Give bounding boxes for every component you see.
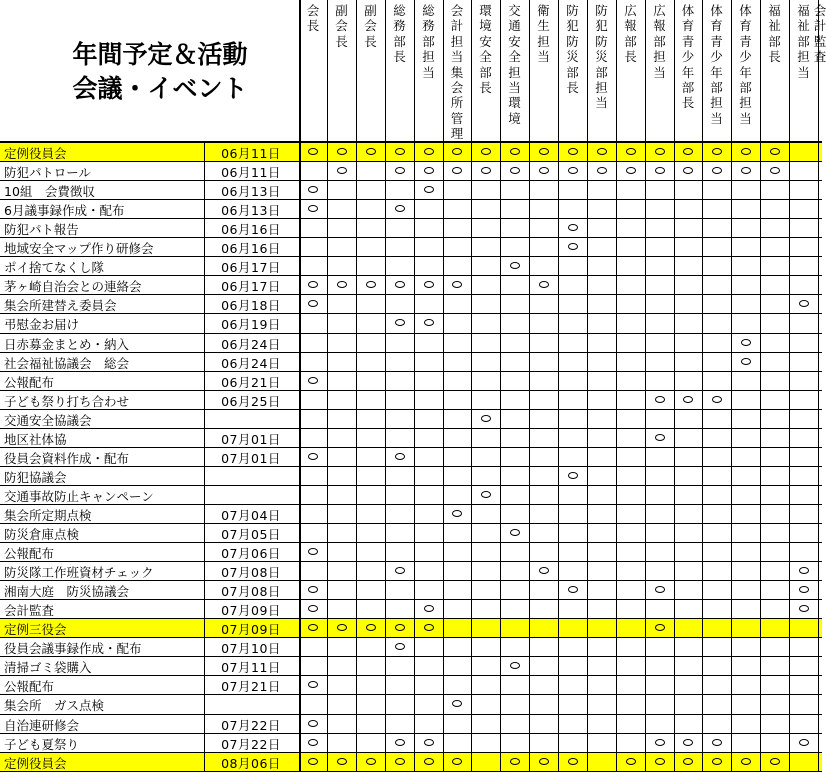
participation-mark	[510, 758, 520, 765]
participation-mark	[395, 643, 405, 650]
event-name: 定例役員会	[4, 755, 67, 771]
grid-vline	[529, 0, 530, 771]
participation-mark	[424, 739, 434, 746]
participation-mark	[308, 148, 318, 155]
participation-mark	[452, 700, 462, 707]
event-name: 公報配布	[4, 374, 55, 390]
grid-hline	[0, 637, 822, 638]
participation-mark	[308, 548, 318, 555]
participation-mark	[655, 624, 665, 631]
participation-mark	[568, 224, 578, 231]
event-date: 07月09日	[221, 622, 281, 638]
participation-mark	[308, 453, 318, 460]
grid-hline	[0, 161, 822, 162]
grid-vline	[702, 0, 703, 771]
event-date: 07月08日	[221, 565, 281, 581]
participation-mark	[568, 586, 578, 593]
event-name: 湘南大庭 防災協議会	[4, 584, 130, 600]
participation-mark	[626, 758, 636, 765]
participation-mark	[770, 758, 780, 765]
event-name: 社会福祉協議会 総会	[4, 355, 130, 371]
grid-hline	[0, 675, 822, 676]
participation-mark	[395, 624, 405, 631]
participation-mark	[308, 300, 318, 307]
grid-vline	[471, 0, 472, 771]
participation-mark	[712, 739, 722, 746]
participation-mark	[481, 167, 491, 174]
highlight-band	[0, 618, 822, 637]
event-date: 07月11日	[221, 660, 281, 676]
participation-mark	[741, 148, 751, 155]
grid-hline	[0, 275, 822, 276]
event-date: 08月06日	[221, 755, 281, 771]
column-header	[356, 3, 385, 131]
event-name: 交通安全協議会	[4, 412, 92, 428]
participation-mark	[539, 567, 549, 574]
event-name: 地域安全マップ作り研修会	[4, 241, 154, 257]
participation-mark	[741, 167, 751, 174]
column-header	[674, 3, 702, 131]
grid-hline	[0, 733, 822, 734]
participation-mark	[366, 624, 376, 631]
participation-mark	[799, 586, 809, 593]
event-name: 日赤募金まとめ・納入	[4, 336, 130, 352]
participation-mark	[395, 205, 405, 212]
participation-mark	[308, 186, 318, 193]
event-date: 06月24日	[221, 355, 281, 371]
column-header-text: 福 祉 部 長	[768, 3, 781, 65]
participation-mark	[770, 167, 780, 174]
event-date: 07月04日	[221, 507, 281, 523]
event-date: 06月13日	[221, 203, 281, 219]
participation-mark	[799, 605, 809, 612]
event-name: 交通事故防止キャンペーン	[4, 488, 154, 504]
event-date: 06月25日	[221, 393, 281, 409]
participation-mark	[741, 358, 751, 365]
participation-mark	[655, 167, 665, 174]
participation-mark	[655, 434, 665, 441]
participation-mark	[568, 472, 578, 479]
grid-hline	[0, 771, 822, 772]
grid-hline	[0, 752, 822, 753]
column-header-text: 会 長	[306, 3, 320, 34]
participation-mark	[539, 167, 549, 174]
participation-mark	[308, 377, 318, 384]
participation-mark	[308, 758, 318, 765]
participation-mark	[655, 758, 665, 765]
participation-mark	[655, 396, 665, 403]
participation-mark	[597, 167, 607, 174]
participation-mark	[481, 491, 491, 498]
event-name: 子ども夏祭り	[4, 736, 80, 752]
event-name: ポイ捨てなくし隊	[4, 260, 105, 276]
participation-mark	[424, 281, 434, 288]
grid-vline	[818, 0, 819, 771]
participation-mark	[683, 758, 693, 765]
column-header	[616, 3, 645, 131]
grid-vline	[500, 0, 501, 771]
column-header	[529, 3, 558, 131]
column-header-text: 体 育 青 少 年 部 長	[681, 3, 695, 111]
participation-mark	[741, 339, 751, 346]
event-date: 06月17日	[221, 279, 281, 295]
participation-mark	[337, 148, 347, 155]
event-name: 10組 会費徴収	[4, 184, 95, 200]
participation-mark	[568, 148, 578, 155]
event-name: 自治連研修会	[4, 717, 80, 733]
column-header-text: 環 境 安 全 部 長	[479, 3, 492, 95]
event-date: 07月06日	[221, 546, 281, 562]
grid-vline	[731, 0, 732, 771]
event-name: 集会所建替え委員会	[4, 298, 117, 314]
grid-vline	[587, 0, 588, 771]
participation-mark	[337, 758, 347, 765]
participation-mark	[510, 529, 520, 536]
participation-mark	[799, 567, 809, 574]
participation-mark	[366, 758, 376, 765]
column-header	[471, 3, 500, 131]
grid-hline	[0, 199, 822, 200]
participation-mark	[337, 281, 347, 288]
column-header	[558, 3, 587, 131]
event-date: 06月21日	[221, 374, 281, 390]
event-name: 弔慰金お届け	[4, 317, 80, 333]
event-name: 集会所 ガス点検	[4, 698, 105, 714]
column-header-text: 会 計 担 当 集 会 所 管 理	[450, 3, 464, 142]
event-date: 06月16日	[221, 222, 281, 238]
column-header	[645, 3, 674, 131]
event-date: 07月05日	[221, 527, 281, 542]
grid-hline	[0, 542, 822, 543]
participation-mark	[712, 167, 722, 174]
column-header	[385, 3, 414, 131]
grid-vline	[299, 0, 301, 771]
column-header-text: 副 会 長	[364, 3, 377, 49]
event-date: 06月11日	[221, 146, 281, 161]
grid-vline	[414, 0, 415, 771]
participation-mark	[481, 415, 491, 422]
participation-mark	[539, 148, 549, 155]
grid-hline	[0, 180, 822, 181]
grid-vline	[558, 0, 559, 771]
event-date: 07月01日	[221, 450, 281, 466]
event-date: 07月22日	[221, 717, 281, 733]
participation-mark	[481, 148, 491, 155]
participation-mark	[770, 148, 780, 155]
grid-hline	[0, 561, 822, 562]
event-name: 6月議事録作成・配布	[4, 203, 125, 219]
highlight-band	[0, 752, 822, 771]
participation-mark	[395, 453, 405, 460]
event-name: 防災隊工作班資材チェック	[4, 565, 154, 581]
column-header-text: 防 犯 防 災 部 担 当	[595, 3, 608, 111]
participation-mark	[712, 396, 722, 403]
column-header	[327, 3, 356, 131]
participation-mark	[452, 758, 462, 765]
participation-mark	[337, 624, 347, 631]
participation-mark	[655, 586, 665, 593]
participation-mark	[452, 281, 462, 288]
event-name: 防犯協議会	[4, 469, 67, 485]
event-name: 公報配布	[4, 679, 55, 695]
participation-mark	[655, 148, 665, 155]
column-header	[443, 3, 471, 142]
grid-hline	[0, 237, 822, 238]
participation-mark	[510, 662, 520, 669]
column-header-text: 防 犯 防 災 部 長	[566, 3, 579, 95]
participation-mark	[424, 605, 434, 612]
participation-mark	[712, 758, 722, 765]
participation-mark	[424, 167, 434, 174]
grid-vline	[616, 0, 617, 771]
participation-mark	[683, 396, 693, 403]
grid-hline	[0, 714, 822, 715]
column-header	[500, 3, 529, 131]
grid-vline	[327, 0, 328, 771]
participation-mark	[424, 624, 434, 631]
participation-mark	[683, 148, 693, 155]
grid-hline	[0, 313, 822, 314]
event-name: 防犯パトロール	[4, 165, 92, 181]
grid-vline	[645, 0, 646, 771]
grid-vline	[789, 0, 790, 771]
participation-mark	[395, 319, 405, 326]
participation-mark	[510, 167, 520, 174]
participation-mark	[655, 739, 665, 746]
event-date: 06月18日	[221, 298, 281, 314]
grid-hline	[0, 428, 822, 429]
column-header-text: 体 育 青 少 年 部 担 当	[739, 3, 752, 126]
participation-mark	[539, 281, 549, 288]
grid-hline	[0, 694, 822, 695]
participation-mark	[395, 758, 405, 765]
participation-mark	[395, 281, 405, 288]
participation-mark	[683, 739, 693, 746]
participation-mark	[424, 148, 434, 155]
grid-hline	[0, 523, 822, 524]
column-header	[587, 3, 616, 131]
event-date: 06月11日	[221, 165, 281, 181]
event-name: 定例三役会	[4, 622, 67, 638]
column-header-text: 福 祉 部 担 当	[797, 3, 810, 80]
participation-mark	[308, 281, 318, 288]
participation-mark	[395, 148, 405, 155]
sheet-title-line1: 年間予定＆活動	[72, 40, 248, 69]
participation-mark	[452, 510, 462, 517]
participation-mark	[308, 739, 318, 746]
grid-hline	[0, 141, 822, 143]
grid-hline	[0, 390, 822, 391]
grid-hline	[0, 618, 822, 619]
event-date: 07月10日	[221, 641, 281, 657]
event-name: 地区社体協	[4, 431, 67, 447]
participation-mark	[395, 167, 405, 174]
participation-mark	[308, 205, 318, 212]
event-name: 茅ヶ崎自治会との連絡会	[4, 279, 142, 295]
participation-mark	[308, 681, 318, 688]
event-date: 07月22日	[221, 736, 281, 752]
column-header-text: 交 通 安 全 担 当 環 境	[508, 3, 521, 126]
event-date: 07月21日	[221, 679, 281, 695]
grid-vline	[385, 0, 386, 771]
participation-mark	[395, 567, 405, 574]
column-header-text: 会 計 監 査	[813, 3, 826, 65]
participation-mark	[424, 319, 434, 326]
column-header	[731, 3, 760, 131]
event-name: 集会所定期点検	[4, 507, 92, 523]
participation-mark	[395, 739, 405, 746]
column-header-text: 総 務 部 長	[393, 3, 406, 65]
grid-vline	[760, 0, 761, 771]
participation-mark	[712, 148, 722, 155]
event-date: 06月24日	[221, 336, 281, 352]
participation-mark	[308, 586, 318, 593]
participation-mark	[741, 758, 751, 765]
column-header-text: 広 報 部 長	[624, 3, 637, 65]
participation-mark	[308, 605, 318, 612]
participation-mark	[510, 148, 520, 155]
event-name: 役員会資料作成・配布	[4, 450, 130, 466]
event-date: 06月19日	[221, 317, 281, 333]
column-header-text: 副 会 長	[335, 3, 348, 49]
participation-mark	[626, 148, 636, 155]
event-name: 定例役員会	[4, 146, 67, 161]
event-name: 会計監査	[4, 603, 55, 619]
participation-mark	[452, 167, 462, 174]
event-date: 07月01日	[221, 431, 281, 447]
event-name: 防犯パト報告	[4, 222, 79, 238]
participation-mark	[510, 262, 520, 269]
column-header	[760, 3, 789, 131]
event-name: 子ども祭り打ち合わせ	[4, 393, 130, 409]
column-header-text: 総 務 部 担 当	[422, 3, 435, 80]
participation-mark	[799, 300, 809, 307]
participation-mark	[539, 758, 549, 765]
event-name: 防災倉庫点検	[4, 527, 80, 542]
participation-mark	[568, 243, 578, 250]
event-date: 07月08日	[221, 584, 281, 600]
event-name: 役員会議事録作成・配布	[4, 641, 142, 657]
column-header-text: 体 育 青 少 年 部 担 当	[710, 3, 723, 126]
event-date: 07月09日	[221, 603, 281, 619]
column-header	[702, 3, 731, 131]
column-header-text: 衛 生 担 当	[537, 3, 550, 65]
participation-mark	[597, 148, 607, 155]
event-date: 06月17日	[221, 260, 281, 276]
participation-mark	[424, 186, 434, 193]
sheet-title-line2: 会議・イベント	[72, 74, 248, 103]
event-name: 清掃ゴミ袋購入	[4, 660, 92, 676]
grid-hline	[0, 447, 822, 448]
column-header	[299, 3, 327, 131]
participation-mark	[683, 167, 693, 174]
column-header	[414, 3, 443, 131]
event-name: 公報配布	[4, 546, 55, 562]
participation-mark	[799, 739, 809, 746]
grid-vline	[674, 0, 675, 771]
grid-vline	[443, 0, 444, 771]
grid-hline	[0, 333, 822, 334]
event-date: 06月16日	[221, 241, 281, 257]
column-header-text: 広 報 部 担 当	[653, 3, 666, 80]
highlight-band	[0, 142, 822, 161]
event-date: 06月13日	[221, 184, 281, 200]
participation-mark	[424, 758, 434, 765]
participation-mark	[308, 720, 318, 727]
participation-mark	[452, 148, 462, 155]
participation-mark	[568, 758, 578, 765]
participation-mark	[626, 167, 636, 174]
participation-mark	[337, 167, 347, 174]
participation-mark	[366, 281, 376, 288]
grid-hline	[0, 485, 822, 486]
grid-vline	[356, 0, 357, 771]
participation-mark	[568, 167, 578, 174]
participation-mark	[366, 148, 376, 155]
